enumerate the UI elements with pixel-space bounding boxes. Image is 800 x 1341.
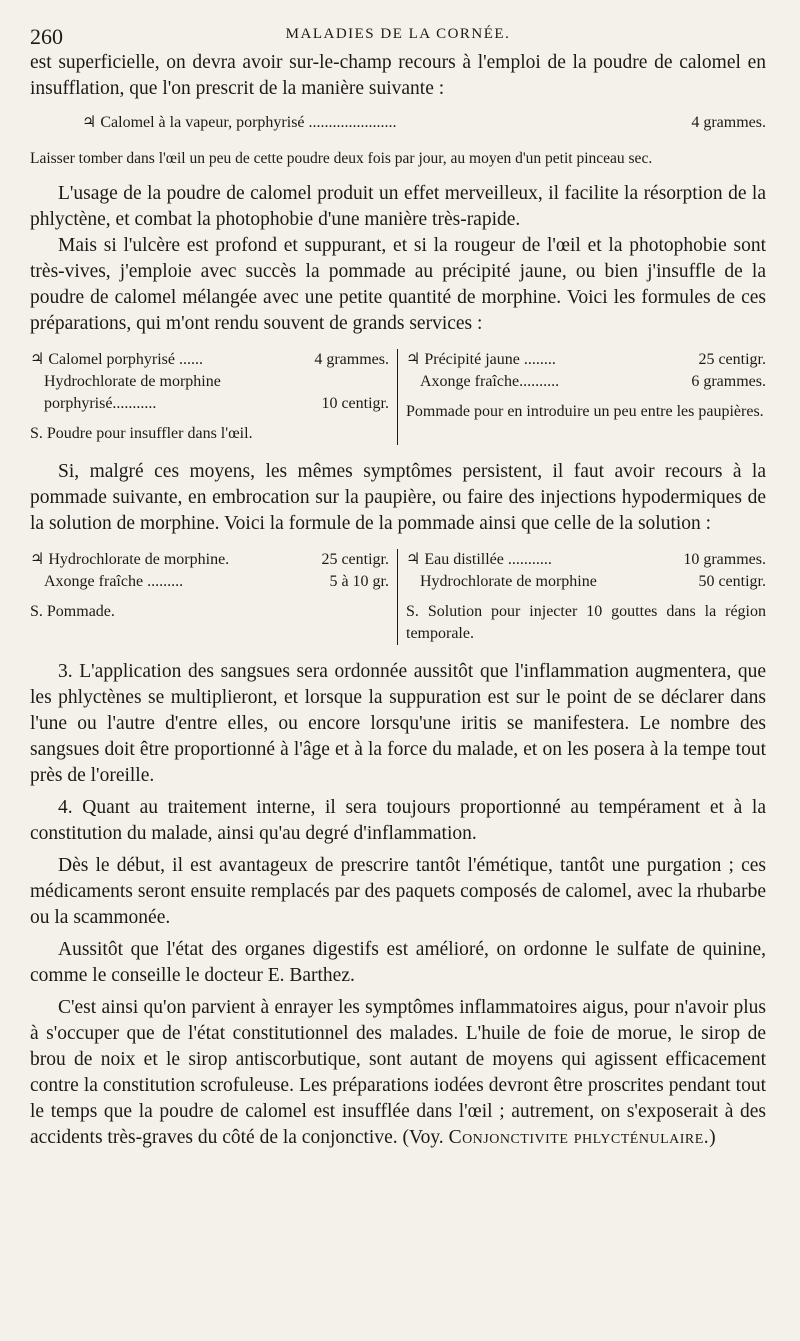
cross-reference: Conjonctivite phlycténulaire. <box>448 1127 710 1148</box>
formula-signature: S. Solution pour injecter 10 gouttes dans la région temporale. <box>406 603 766 642</box>
formula-row: ♃ Hydrochlorate de morphine. 25 centigr. <box>30 551 389 568</box>
paragraph-quinine: Aussitôt que l'état des organes digestifs est amélioré, on ordonne le sulfate de quinine, comme le conseille le docteur E. Barthez. <box>30 939 766 986</box>
formula-right-column <box>398 349 766 445</box>
formula-signature: Pommade pour en introduire un peu entre les paupières. <box>406 403 764 420</box>
paragraph-persisting-symptoms: Si, malgré ces moyens, les mêmes symptômes persistent, il faut avoir recours à la pommade suivante, en embrocation sur la paupière, ou faire des injections hypodermiques de la solution de morphine. Voici la formule de la pommade ainsi que celle de la solution : <box>30 461 766 534</box>
formula-signature: S. Poudre pour insuffler dans l'œil. <box>30 425 253 442</box>
paragraph-emetic: Dès le début, il est avantageux de prescrire tantôt l'émétique, tantôt une purgation ; ces médicaments seront ensuite remplacés par des paquets composés de calomel, avec la rhubarbe ou la scammonée. <box>30 855 766 928</box>
formula-row: Hydrochlorate de morphine 50 centigr. <box>420 573 766 590</box>
formula-row: ♃ Calomel porphyrisé ...... 4 grammes. <box>30 351 389 368</box>
prescription-item: ♃ Calomel à la vapeur, porphyrisé ...................... <box>82 114 397 131</box>
paragraph-constitutional: C'est ainsi qu'on parvient à enrayer les symptômes inflammatoires aigus, pour n'avoir plus à s'occuper que de l'état constitutionnel des malades. L'huile de foie de morue, le sirop de brou de noix et le sirop antiscorbutique, sont autant de moyens qui agissent efficacement contre la constitution scrofuleuse. Les préparations iodées devront être proscrites pendant tout le temps que la poudre de calomel est insufflée dans l'œil ; autrement, on s'exposerait à des accidents très-graves du côté de la conjonctive. (Voy. Conjonctivite phlycténulaire.) <box>30 997 766 1148</box>
formula-row: Hydrochlorate de morphine <box>44 373 221 390</box>
formula-signature: S. Pommade. <box>30 603 115 620</box>
formula-table-1 <box>30 349 766 445</box>
formula-left-column <box>30 349 398 445</box>
formula-row: Axonge fraîche ......... 5 à 10 gr. <box>44 573 389 590</box>
intro-paragraph: est superficielle, on devra avoir sur-le-champ recours à l'emploi de la poudre de calomel en insufflation, que l'on prescrit de la manière suivante : <box>30 52 766 99</box>
running-title: MALADIES DE LA CORNÉE. <box>285 26 511 42</box>
prescription-quantity: 4 grammes. <box>691 114 766 131</box>
formula-row: ♃ Précipité jaune ........ 25 centigr. <box>406 351 766 368</box>
formula-row: ♃ Eau distillée ........... 10 grammes. <box>406 551 766 568</box>
paragraph-internal-treatment: 4. Quant au traitement interne, il sera toujours proportionné au tempérament et à la constitution du malade, ainsi qu'au degré d'inflammation. <box>30 797 766 844</box>
formula-right-column <box>398 549 766 645</box>
formula-row: porphyrisé........... 10 centigr. <box>44 395 389 412</box>
formula-row: Axonge fraîche.......... 6 grammes. <box>420 373 766 390</box>
paragraph-deep-ulcer: Mais si l'ulcère est profond et suppurant, et si la rougeur de l'œil et la photophobie sont très-vives, j'emploie avec succès la pommade au précipité jaune, ou bien j'insuffle de la poudre de calomel mélangée avec une petite quantité de morphine. Voici les formules de ces préparations, qui m'ont rendu souvent de grands services : <box>30 235 766 334</box>
formula-table-2 <box>30 549 766 645</box>
prescription-calomel <box>30 112 766 134</box>
page-number: 260 <box>30 24 63 49</box>
page-header <box>30 16 766 50</box>
formula-left-column <box>30 549 398 645</box>
paragraph-calomel-effect: L'usage de la poudre de calomel produit un effet merveilleux, il facilite la résorption de la phlyctène, et combat la photophobie d'une manière très-rapide. <box>30 183 766 230</box>
usage-note: Laisser tomber dans l'œil un peu de cette poudre deux fois par jour, au moyen d'un petit pinceau sec. <box>30 150 653 167</box>
paragraph-leeches: 3. L'application des sangsues sera ordonnée aussitôt que l'inflammation augmentera, que les phlyctènes se multiplieront, et lorsque la suppuration est sur le point de se déclarer dans l'une ou l'autre d'entre elles, ou encore lorsqu'une iritis se manifestera. Le nombre des sangsues doit être proportionné à l'âge et à la force du malade, et on les posera à la tempe tout près de l'oreille. <box>30 661 766 786</box>
